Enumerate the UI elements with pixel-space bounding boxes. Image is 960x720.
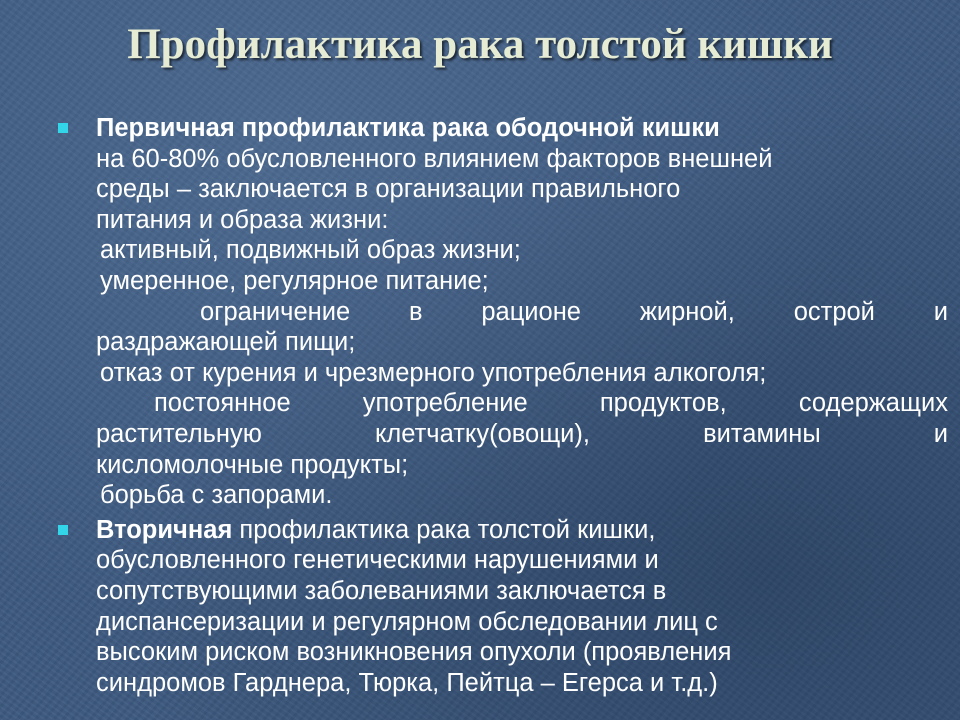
measure-word: витамины — [703, 419, 821, 448]
measure-item — [96, 297, 948, 328]
measure-word: клетчатку(овощи), — [374, 419, 591, 448]
primary-intro-line: на 60-80% обусловленного влиянием факторов внешней — [96, 144, 773, 173]
measure-word: острой — [793, 297, 875, 326]
secondary-text-line: синдромов Гарднера, Тюрка, Пейтца – Егерса и т.д.) — [96, 668, 718, 697]
measure-word: и — [933, 297, 948, 326]
measure-item: борьба с запорами. — [100, 481, 333, 510]
measure-word: в — [408, 297, 423, 326]
measure-item-continuation: кисломолочные продукты; — [96, 450, 409, 479]
secondary-text-line: диспансеризации и регулярном обследовании лиц с — [96, 607, 718, 636]
secondary-prevention-paragraph — [96, 515, 948, 699]
measure-word: ограничение — [200, 297, 351, 326]
secondary-heading: Вторичная — [96, 515, 233, 544]
measure-item-continuation — [96, 419, 948, 450]
slide-title: Профилактика рака толстой кишки — [127, 21, 833, 68]
measure-word: растительную — [96, 419, 262, 448]
primary-intro-line: питания и образа жизни: — [96, 205, 389, 234]
slide-body — [96, 113, 948, 698]
secondary-text-line: сопутствующими заболеваниями заключается в — [96, 576, 667, 605]
measure-item — [96, 388, 948, 419]
secondary-first-line — [96, 515, 948, 546]
bullet-square-icon — [58, 123, 68, 133]
secondary-text: профилактика рака толстой кишки, — [232, 515, 656, 544]
measure-item-continuation: раздражающей пищи; — [96, 328, 356, 357]
measure-word: и — [933, 419, 948, 448]
measure-item: отказ от курения и чрезмерного употребления алкоголя; — [100, 358, 767, 387]
secondary-text-line: высоким риском возникновения опухоли (проявления — [96, 638, 732, 667]
bullet-square-icon — [58, 525, 68, 535]
primary-heading: Первичная профилактика рака ободочной кишки — [96, 114, 720, 142]
measure-item: умеренное, регулярное питание; — [100, 266, 489, 295]
measure-word: жирной, — [639, 297, 735, 326]
secondary-text-line: обусловленного генетическими нарушениями и — [96, 546, 659, 575]
measure-word: рационе — [481, 297, 581, 326]
primary-prevention-paragraph — [96, 113, 948, 511]
measure-item: активный, подвижный образ жизни; — [100, 236, 521, 265]
measure-word: продуктов, — [599, 389, 727, 418]
measure-word: употребление — [362, 389, 528, 418]
primary-intro-line: среды – заключается в организации правильного — [96, 175, 681, 204]
measure-word: постоянное — [154, 389, 291, 418]
measure-word: содержащих — [798, 389, 948, 418]
